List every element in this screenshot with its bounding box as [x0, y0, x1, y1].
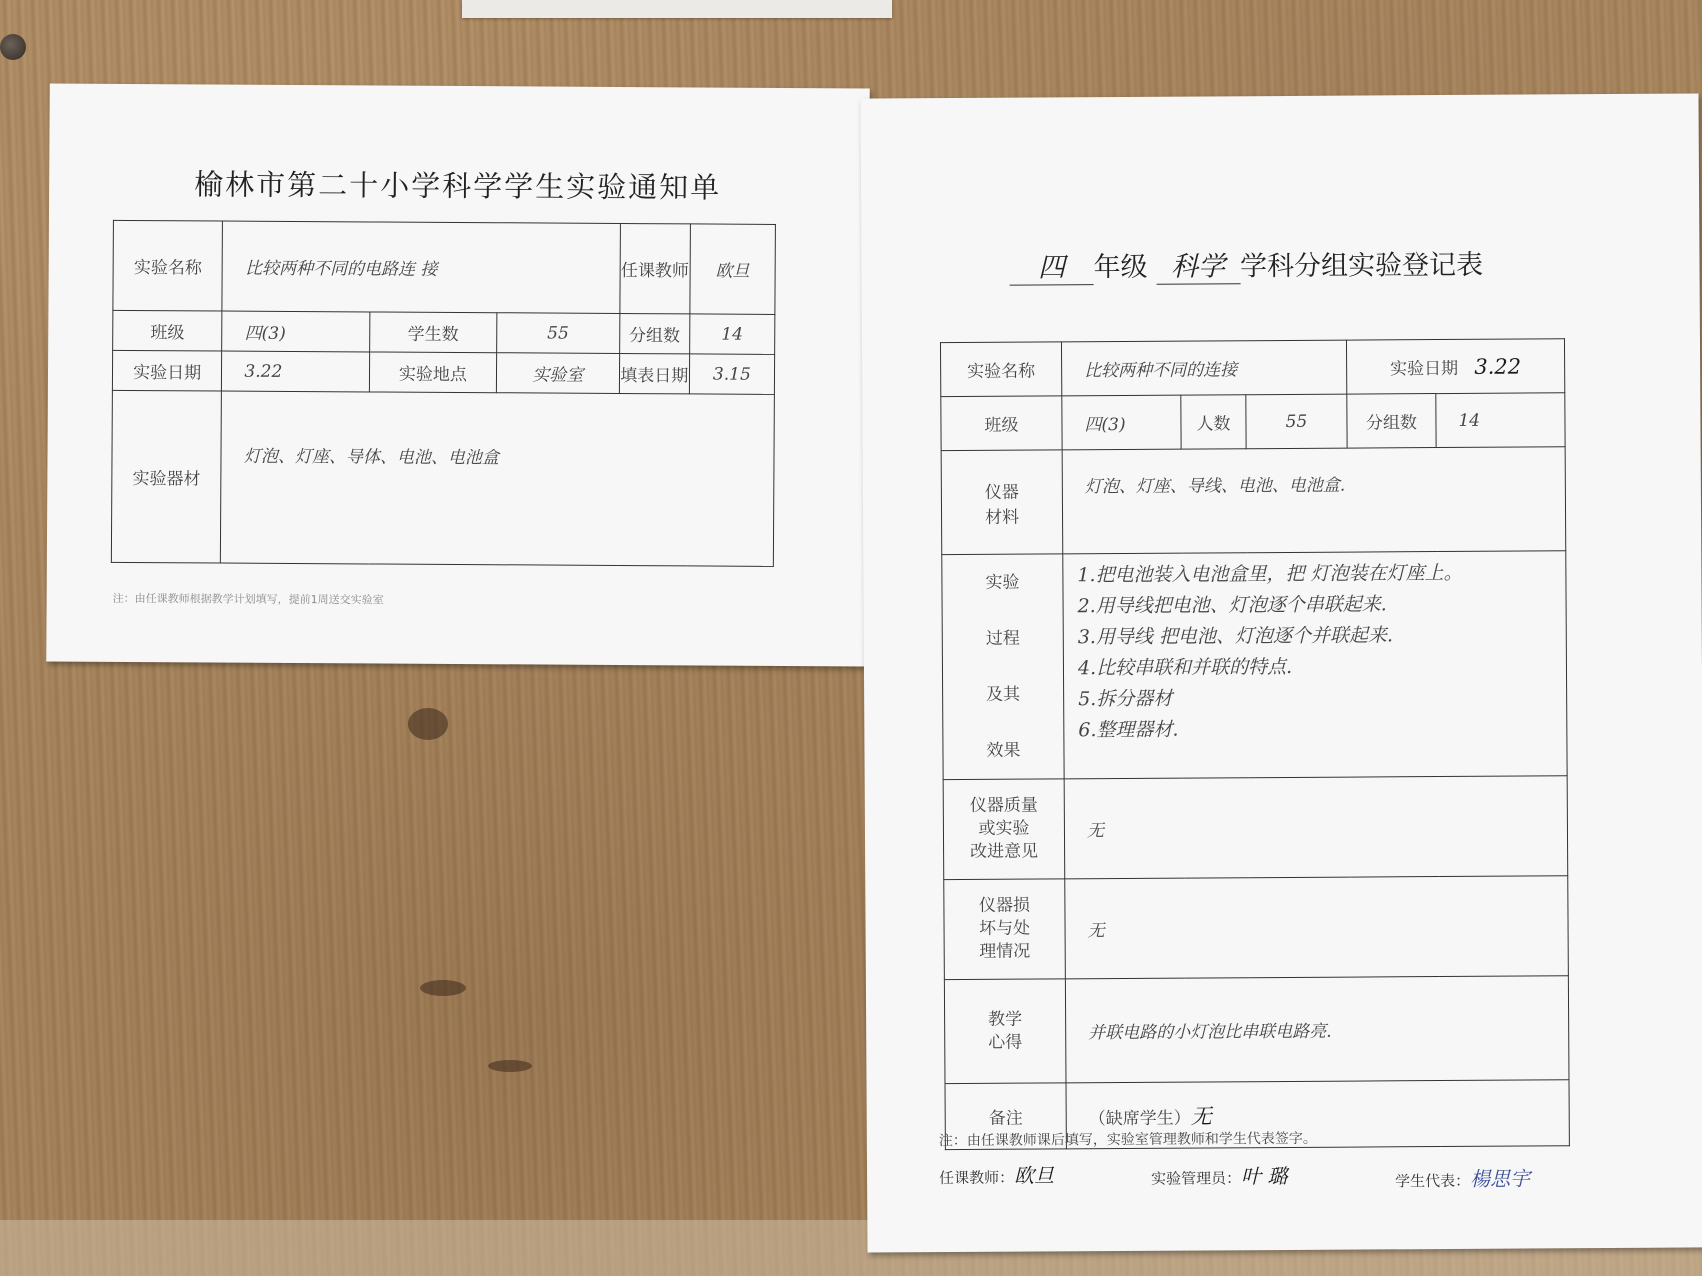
- label-process-line: 及其: [986, 684, 1021, 705]
- title-rest: 学科分组实验登记表: [1240, 249, 1484, 283]
- admin-signature: [1151, 1160, 1288, 1190]
- process-step: 2.用导线把电池、灯泡逐个串联起来.: [1077, 593, 1387, 618]
- label-insight-line: 教学: [988, 1009, 1023, 1030]
- value-name: 比较两种不同的电路连 接: [222, 221, 620, 313]
- value-people: 55: [1246, 394, 1347, 449]
- experiment-notice-sheet: [46, 84, 870, 667]
- label-equipment: 实验器材: [111, 390, 221, 563]
- label-damage: [944, 879, 1066, 980]
- teacher-signature: [939, 1159, 1054, 1189]
- value-place: 实验室: [496, 353, 619, 394]
- title-grade-suffix: 年级: [1093, 251, 1148, 284]
- label-quality-line: 仪器质量: [969, 795, 1038, 816]
- value-materials: 灯泡、灯座、导线、电池、电池盒.: [1062, 447, 1566, 554]
- student-signature-label: 学生代表：: [1395, 1171, 1471, 1191]
- label-place: 实验地点: [369, 352, 496, 393]
- label-remarks: 备注: [945, 1083, 1066, 1150]
- value-teacher: 欧旦: [690, 224, 776, 315]
- experiment-record-sheet: [860, 93, 1702, 1252]
- label-people: 人数: [1181, 395, 1246, 449]
- value-groups: 14: [689, 314, 774, 355]
- label-damage-line: 理情况: [979, 941, 1031, 962]
- process-step: 5.拆分器材: [1078, 687, 1173, 711]
- value-fill-date: 3.15: [689, 354, 774, 395]
- notice-table: [111, 220, 776, 567]
- label-students: 学生数: [370, 312, 497, 353]
- record-title: [1009, 243, 1483, 286]
- value-name: 比较两种不同的连接: [1061, 340, 1346, 396]
- process-step: 4.比较串联和并联的特点.: [1077, 655, 1293, 680]
- teacher-signature-value: 欧旦: [1014, 1163, 1055, 1188]
- wood-stain: [420, 980, 466, 996]
- label-groups: 分组数: [619, 313, 689, 353]
- process-step: 3.用导线 把电池、灯泡逐个并联起来.: [1077, 624, 1394, 649]
- value-students: 55: [496, 313, 619, 354]
- value-quality: 无: [1064, 776, 1568, 879]
- label-quality: [943, 779, 1065, 880]
- record-footnote: 注：由任课教师课后填写，实验室管理教师和学生代表签字。: [938, 1130, 1317, 1150]
- wood-stain: [408, 708, 448, 740]
- value-equipment: 灯泡、灯座、导体、电池、电池盒: [221, 391, 775, 566]
- notice-title: 榆林市第二十小学科学学生实验通知单: [194, 167, 722, 205]
- value-date: 3.22: [1474, 354, 1522, 379]
- label-insight-line: 心得: [988, 1032, 1023, 1053]
- label-damage-line: 坏与处: [978, 918, 1031, 939]
- label-materials-line: 仪器: [984, 482, 1019, 503]
- label-materials: [941, 450, 1063, 555]
- admin-signature-value: 叶 璐: [1241, 1163, 1288, 1189]
- title-subject: 科学: [1156, 244, 1240, 285]
- value-groups: 14: [1436, 393, 1565, 448]
- label-name: 实验名称: [940, 342, 1061, 397]
- student-signature-value: 楊思宇: [1470, 1166, 1531, 1191]
- label-process: [942, 554, 1064, 780]
- label-groups: 分组数: [1347, 394, 1436, 449]
- value-process: [1063, 551, 1567, 779]
- label-date: 实验日期: [112, 350, 222, 391]
- label-damage-line: 仪器损: [978, 895, 1030, 916]
- value-date: 3.22: [222, 351, 370, 392]
- label-process-line: 实验: [985, 572, 1020, 593]
- label-process-line: 过程: [985, 628, 1020, 649]
- nail-head: [0, 34, 26, 60]
- label-process-line: 效果: [986, 740, 1021, 761]
- record-table: [940, 338, 1570, 1150]
- label-materials-line: 材料: [984, 507, 1020, 528]
- student-signature: [1395, 1163, 1530, 1193]
- title-grade: 四: [1009, 245, 1093, 286]
- label-class: 班级: [113, 310, 223, 351]
- label-class: 班级: [941, 396, 1062, 451]
- label-absent: （缺席学生）: [1088, 1108, 1191, 1129]
- notice-footnote: 注：由任课教师根据教学计划填写，提前1周送交实验室: [112, 591, 384, 607]
- process-step: 1.把电池装入电池盒里，把 灯泡装在灯座上。: [1077, 561, 1463, 587]
- wood-stain: [488, 1060, 532, 1072]
- admin-signature-label: 实验管理员：: [1151, 1169, 1242, 1188]
- value-class: 四(3): [1062, 395, 1181, 450]
- value-absent: 无: [1190, 1103, 1212, 1129]
- value-damage: 无: [1065, 876, 1569, 979]
- label-teacher: 任课教师: [620, 223, 691, 313]
- label-name: 实验名称: [113, 220, 223, 311]
- paper-scrap: [462, 0, 892, 18]
- value-class: 四(3): [222, 311, 370, 352]
- date-cell: [1346, 339, 1564, 394]
- teacher-signature-label: 任课教师：: [939, 1168, 1015, 1188]
- value-insight: 并联电路的小灯泡比串联电路亮.: [1065, 976, 1569, 1083]
- label-quality-line: 或实验: [978, 818, 1030, 839]
- label-fill-date: 填表日期: [619, 353, 689, 393]
- label-quality-line: 改进意见: [970, 841, 1039, 862]
- label-date: 实验日期: [1390, 358, 1459, 380]
- label-insight: [944, 979, 1066, 1084]
- process-step: 6.整理器材.: [1078, 718, 1179, 742]
